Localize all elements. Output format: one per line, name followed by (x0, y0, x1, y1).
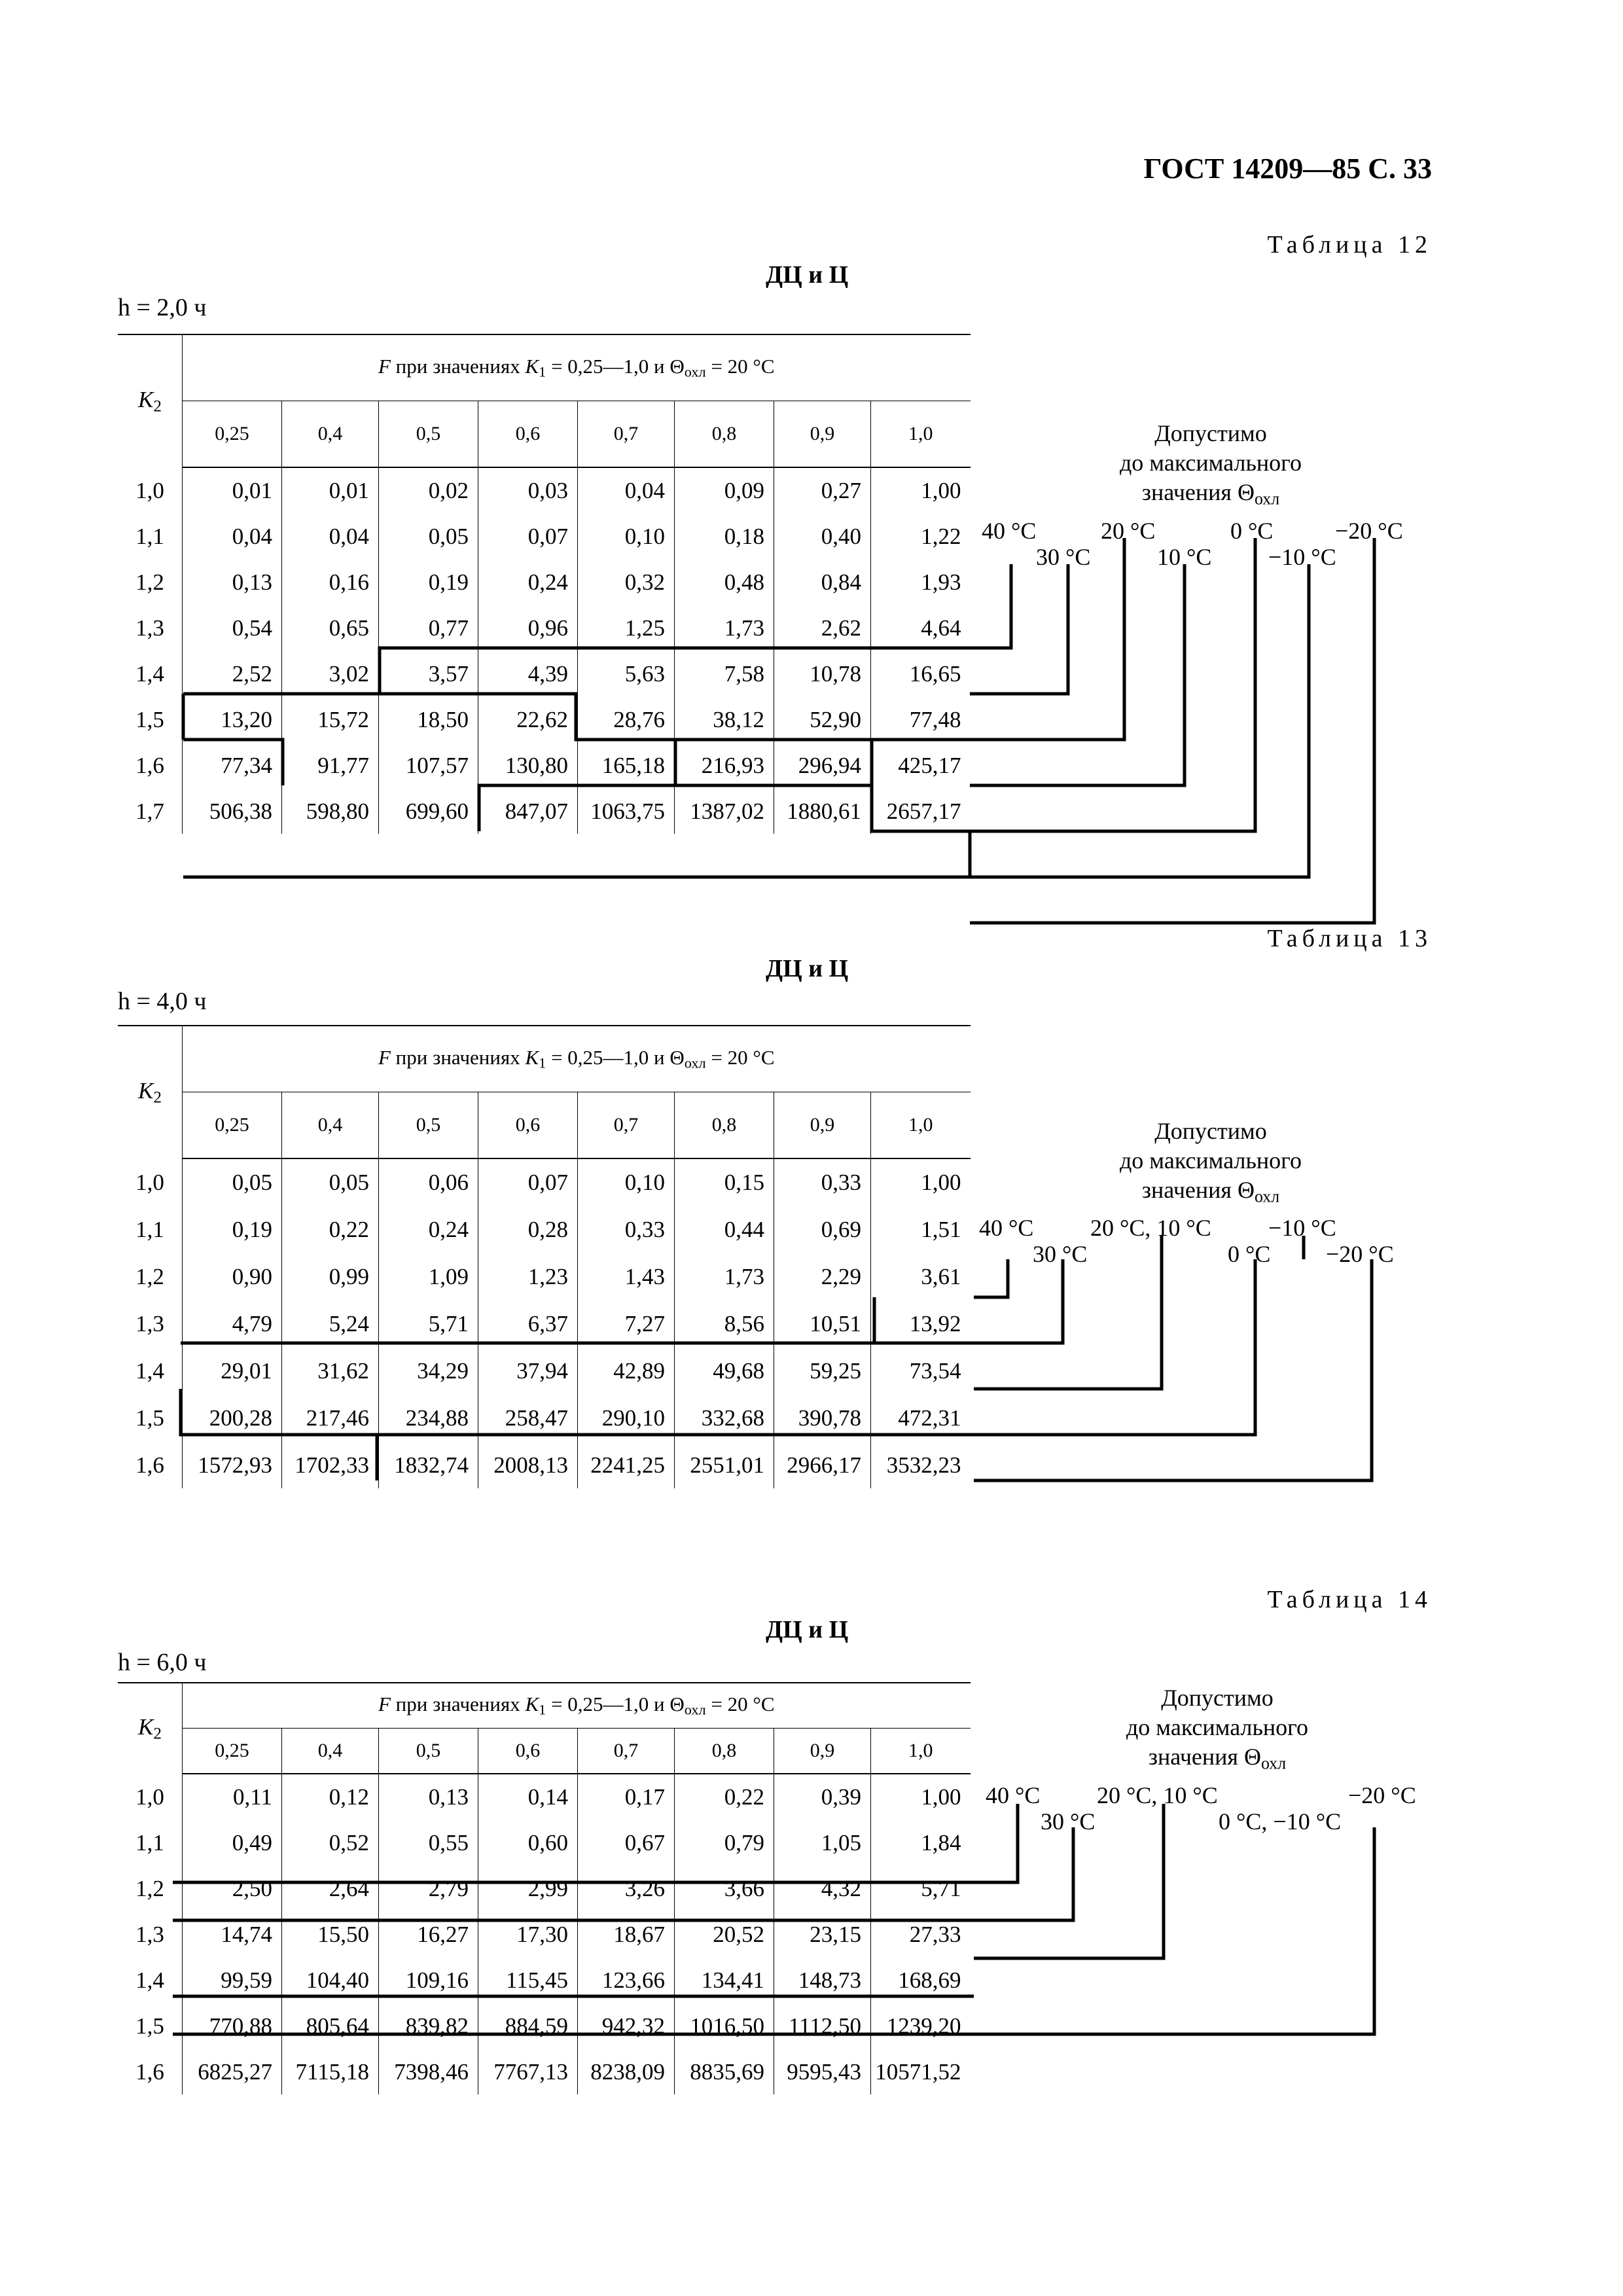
f-value: 115,45 (478, 1957, 578, 2003)
f-value: 0,24 (478, 559, 578, 605)
f-value: 0,05 (282, 1158, 379, 1206)
f-value: 0,44 (675, 1206, 774, 1253)
f-value: 7398,46 (379, 2049, 478, 2094)
column-header: 0,6 (478, 1092, 578, 1159)
table-14-label: Таблица 14 (1267, 1586, 1432, 1613)
f-value: 8835,69 (675, 2049, 774, 2094)
table-12-label: Таблица 12 (1267, 231, 1432, 259)
f-value: 123,66 (578, 1957, 675, 2003)
f-value: 0,11 (183, 1774, 282, 1820)
t13-temp-20-10: 20 °С, 10 °С (1090, 1215, 1211, 1241)
table-row (118, 513, 971, 559)
f-value: 2,50 (183, 1865, 282, 1911)
f-value: 14,74 (183, 1911, 282, 1957)
f-value: 1,43 (578, 1253, 675, 1300)
table-row (118, 1394, 971, 1441)
f-value: 0,07 (478, 1158, 578, 1206)
f-value: 27,33 (871, 1911, 971, 1957)
f-value: 52,90 (774, 696, 871, 742)
f-value: 1880,61 (774, 788, 871, 834)
t14-temp-30: 30 °С (1041, 1808, 1096, 1835)
f-value: 1702,33 (282, 1441, 379, 1488)
t13-temp-40: 40 °С (979, 1215, 1034, 1241)
f-value: 0,39 (774, 1774, 871, 1820)
f-value: 0,90 (183, 1253, 282, 1300)
f-value: 699,60 (379, 788, 478, 834)
column-header: 0,5 (379, 401, 478, 468)
f-value: 2,64 (282, 1865, 379, 1911)
f-value: 0,19 (379, 559, 478, 605)
f-value: 217,46 (282, 1394, 379, 1441)
f-value: 0,05 (379, 513, 478, 559)
f-value: 16,65 (871, 651, 971, 696)
table-row (118, 1158, 971, 1206)
f-value: 130,80 (478, 742, 578, 788)
column-header: 0,25 (183, 1729, 282, 1774)
column-header: 0,4 (282, 401, 379, 468)
table-12-side-note: Допустимо до максимального значения $\Theta_{охл}$ (1119, 420, 1302, 509)
f-value: 1063,75 (578, 788, 675, 834)
f-value: 34,29 (379, 1347, 478, 1394)
f-title: F при значениях $K_1$ = 0,25—1,0 и $\Theta_{охл} = 20$ °С (183, 334, 971, 401)
f-value: 2657,17 (871, 788, 971, 834)
f-value: 390,78 (774, 1394, 871, 1441)
f-value: 0,22 (675, 1774, 774, 1820)
f-value: 99,59 (183, 1957, 282, 2003)
f-value: 2,62 (774, 605, 871, 651)
f-value: 5,71 (379, 1300, 478, 1347)
f-value: 0,03 (478, 467, 578, 513)
f-value: 77,48 (871, 696, 971, 742)
f-value: 22,62 (478, 696, 578, 742)
f-value: 0,18 (675, 513, 774, 559)
f-value: 5,71 (871, 1865, 971, 1911)
f-value: 6825,27 (183, 2049, 282, 2094)
table-row (118, 1206, 971, 1253)
f-value: 1,00 (871, 1158, 971, 1206)
t12-line-30b (970, 564, 1068, 694)
f-value: 2966,17 (774, 1441, 871, 1488)
table-14 (118, 1682, 971, 2094)
f-value: 0,22 (282, 1206, 379, 1253)
table-row (118, 1957, 971, 2003)
f-value: 0,04 (282, 513, 379, 559)
f-value: 1,09 (379, 1253, 478, 1300)
f-value: 3,61 (871, 1253, 971, 1300)
f-value: 20,52 (675, 1911, 774, 1957)
f-value: 3,26 (578, 1865, 675, 1911)
table-row (118, 1300, 971, 1347)
k2-header: $K_2$ (118, 1683, 183, 1774)
t13-line-40 (974, 1259, 1008, 1297)
f-value: 1572,93 (183, 1441, 282, 1488)
f-value: 0,54 (183, 605, 282, 651)
f-value: 0,01 (282, 467, 379, 513)
f-value: 0,17 (578, 1774, 675, 1820)
f-value: 0,10 (578, 513, 675, 559)
f-value: 73,54 (871, 1347, 971, 1394)
table-row (118, 696, 971, 742)
f-value: 296,94 (774, 742, 871, 788)
f-value: 0,96 (478, 605, 578, 651)
t13-temp-m20: −20 °С (1326, 1241, 1394, 1267)
f-value: 0,12 (282, 1774, 379, 1820)
f-value: 216,93 (675, 742, 774, 788)
f-value: 0,84 (774, 559, 871, 605)
f-title: F при значениях $K_1$ = 0,25—1,0 и $\Theta_{охл} = 20$ °С (183, 1683, 971, 1729)
page-header: ГОСТ 14209—85 С. 33 (1143, 152, 1432, 185)
f-value: 9595,43 (774, 2049, 871, 2094)
f-value: 0,09 (675, 467, 774, 513)
column-header: 1,0 (871, 1729, 971, 1774)
t14-temp-20-10: 20 °С, 10 °С (1097, 1782, 1218, 1808)
f-value: 425,17 (871, 742, 971, 788)
f-value: 0,13 (379, 1774, 478, 1820)
f-value: 0,05 (183, 1158, 282, 1206)
f-value: 10,51 (774, 1300, 871, 1347)
f-value: 7115,18 (282, 2049, 379, 2094)
t14-temp-0-m10: 0 °С, −10 °С (1219, 1808, 1342, 1835)
k2-value: 1,5 (135, 1405, 164, 1431)
f-value: 3532,23 (871, 1441, 971, 1488)
f-value: 0,79 (675, 1820, 774, 1865)
f-value: 3,57 (379, 651, 478, 696)
f-value: 7,58 (675, 651, 774, 696)
f-value: 0,52 (282, 1820, 379, 1865)
f-value: 15,50 (282, 1911, 379, 1957)
column-header: 0,5 (379, 1092, 478, 1159)
t12-temp-40: 40 °С (982, 518, 1037, 544)
f-value: 17,30 (478, 1911, 578, 1957)
f-value: 0,15 (675, 1158, 774, 1206)
k2-value: 1,4 (135, 1357, 164, 1384)
k2-value: 1,1 (135, 1216, 164, 1242)
f-value: 0,48 (675, 559, 774, 605)
k2-value: 1,3 (135, 1921, 164, 1947)
k2-value: 1,3 (135, 615, 164, 641)
column-header: 0,9 (774, 1729, 871, 1774)
k2-header: $K_2$ (118, 334, 183, 467)
f-value: 942,32 (578, 2003, 675, 2049)
f-value: 1,93 (871, 559, 971, 605)
table-14-side-note: Допустимо до максимального значения $\Theta_{охл}$ (1126, 1685, 1308, 1773)
f-value: 0,04 (183, 513, 282, 559)
f-value: 1387,02 (675, 788, 774, 834)
t13-temp-m10: −10 °С (1268, 1215, 1336, 1241)
t12-temp-m20: −20 °С (1335, 518, 1403, 544)
f-value: 4,79 (183, 1300, 282, 1347)
table-14-h: h = 6,0 ч (118, 1649, 207, 1676)
f-value: 28,76 (578, 696, 675, 742)
f-value: 332,68 (675, 1394, 774, 1441)
f-value: 0,69 (774, 1206, 871, 1253)
f-value: 31,62 (282, 1347, 379, 1394)
column-header: 0,8 (675, 1729, 774, 1774)
f-value: 29,01 (183, 1347, 282, 1394)
column-header: 0,9 (774, 401, 871, 468)
f-value: 3,02 (282, 651, 379, 696)
table-12-h: h = 2,0 ч (118, 294, 207, 321)
t14-temp-m20: −20 °С (1348, 1782, 1416, 1808)
f-value: 290,10 (578, 1394, 675, 1441)
f-value: 165,18 (578, 742, 675, 788)
t12-line-40 (970, 564, 1011, 648)
column-header: 0,6 (478, 1729, 578, 1774)
f-value: 0,19 (183, 1206, 282, 1253)
f-value: 770,88 (183, 2003, 282, 2049)
f-value: 0,33 (578, 1206, 675, 1253)
f-value: 91,77 (282, 742, 379, 788)
column-header: 0,7 (578, 401, 675, 468)
t13-temp-0: 0 °С (1228, 1241, 1271, 1267)
f-value: 18,67 (578, 1911, 675, 1957)
k2-value: 1,3 (135, 1310, 164, 1336)
f-value: 2,99 (478, 1865, 578, 1911)
k2-value: 1,2 (135, 1263, 164, 1289)
f-value: 5,24 (282, 1300, 379, 1347)
k2-value: 1,6 (135, 2058, 164, 2085)
column-header: 1,0 (871, 1092, 971, 1159)
k2-value: 1,5 (135, 2013, 164, 2039)
f-value: 148,73 (774, 1957, 871, 2003)
f-value: 2,79 (379, 1865, 478, 1911)
f-value: 1,23 (478, 1253, 578, 1300)
f-value: 0,01 (183, 467, 282, 513)
table-row (118, 1865, 971, 1911)
f-value: 23,15 (774, 1911, 871, 1957)
k2-value: 1,2 (135, 1875, 164, 1901)
table-row (118, 1774, 971, 1820)
f-value: 0,07 (478, 513, 578, 559)
f-value: 2,29 (774, 1253, 871, 1300)
f-value: 1,51 (871, 1206, 971, 1253)
f-value: 5,63 (578, 651, 675, 696)
f-value: 0,99 (282, 1253, 379, 1300)
f-value: 2,52 (183, 651, 282, 696)
f-value: 10571,52 (871, 2049, 971, 2094)
column-header: 0,5 (379, 1729, 478, 1774)
column-header: 0,7 (578, 1092, 675, 1159)
f-value: 1,84 (871, 1820, 971, 1865)
f-value: 18,50 (379, 696, 478, 742)
f-value: 1,25 (578, 605, 675, 651)
f-value: 6,37 (478, 1300, 578, 1347)
f-value: 4,39 (478, 651, 578, 696)
f-value: 598,80 (282, 788, 379, 834)
f-value: 77,34 (183, 742, 282, 788)
t13-temp-30: 30 °С (1033, 1241, 1088, 1267)
k2-value: 1,1 (135, 1829, 164, 1856)
f-value: 104,40 (282, 1957, 379, 2003)
f-value: 884,59 (478, 2003, 578, 2049)
f-value: 107,57 (379, 742, 478, 788)
k2-value: 1,6 (135, 752, 164, 778)
f-value: 10,78 (774, 651, 871, 696)
table-row (118, 788, 971, 834)
table-13-kind: ДЦ и Ц (766, 955, 849, 982)
column-header: 0,8 (675, 401, 774, 468)
f-value: 1112,50 (774, 2003, 871, 2049)
f-value: 59,25 (774, 1347, 871, 1394)
f-value: 805,64 (282, 2003, 379, 2049)
t14-line-40 (974, 1804, 1018, 1882)
f-value: 15,72 (282, 696, 379, 742)
f-value: 2241,25 (578, 1441, 675, 1488)
column-header: 0,7 (578, 1729, 675, 1774)
column-header: 0,25 (183, 1092, 282, 1159)
table-row (118, 1253, 971, 1300)
f-value: 134,41 (675, 1957, 774, 2003)
f-value: 2008,13 (478, 1441, 578, 1488)
table-row (118, 1347, 971, 1394)
f-value: 0,67 (578, 1820, 675, 1865)
f-value: 200,28 (183, 1394, 282, 1441)
table-14-kind: ДЦ и Ц (766, 1616, 849, 1643)
column-header: 1,0 (871, 401, 971, 468)
f-value: 258,47 (478, 1394, 578, 1441)
f-value: 506,38 (183, 788, 282, 834)
t12-temp-30: 30 °С (1036, 544, 1091, 570)
table-row (118, 605, 971, 651)
f-value: 4,32 (774, 1865, 871, 1911)
k2-value: 1,0 (135, 1169, 164, 1195)
table-row (118, 2003, 971, 2049)
f-value: 0,40 (774, 513, 871, 559)
f-value: 0,04 (578, 467, 675, 513)
f-value: 3,66 (675, 1865, 774, 1911)
k2-value: 1,0 (135, 1784, 164, 1810)
f-value: 0,16 (282, 559, 379, 605)
f-value: 0,10 (578, 1158, 675, 1206)
column-header: 0,4 (282, 1092, 379, 1159)
t12-temp-0: 0 °С (1230, 518, 1274, 544)
table-row (118, 1911, 971, 1957)
k2-value: 1,2 (135, 569, 164, 595)
t12-temp-20: 20 °С (1101, 518, 1156, 544)
f-value: 0,14 (478, 1774, 578, 1820)
table-13-label: Таблица 13 (1267, 925, 1432, 952)
f-value: 0,13 (183, 559, 282, 605)
f-value: 38,12 (675, 696, 774, 742)
f-value: 472,31 (871, 1394, 971, 1441)
column-header: 0,6 (478, 401, 578, 468)
table-row (118, 1820, 971, 1865)
t12-temp-10: 10 °С (1157, 544, 1212, 570)
f-value: 0,28 (478, 1206, 578, 1253)
table-13 (118, 1025, 971, 1488)
table-row (118, 559, 971, 605)
k2-value: 1,6 (135, 1452, 164, 1478)
table-13-side-note: Допустимо до максимального значения $\Theta_{охл}$ (1119, 1118, 1302, 1206)
f-value: 1,00 (871, 467, 971, 513)
f-value: 8238,09 (578, 2049, 675, 2094)
f-value: 13,20 (183, 696, 282, 742)
t14-temp-40: 40 °С (986, 1782, 1041, 1808)
f-value: 0,27 (774, 467, 871, 513)
t12-temp-m10: −10 °С (1268, 544, 1336, 570)
table-12 (118, 334, 971, 834)
f-value: 1,05 (774, 1820, 871, 1865)
table-row (118, 467, 971, 513)
f-value: 168,69 (871, 1957, 971, 2003)
f-value: 0,55 (379, 1820, 478, 1865)
f-value: 8,56 (675, 1300, 774, 1347)
k2-header: $K_2$ (118, 1026, 183, 1158)
column-header: 0,25 (183, 401, 282, 468)
f-value: 0,77 (379, 605, 478, 651)
f-value: 1239,20 (871, 2003, 971, 2049)
f-value: 16,27 (379, 1911, 478, 1957)
f-value: 847,07 (478, 788, 578, 834)
f-value: 109,16 (379, 1957, 478, 2003)
f-value: 0,49 (183, 1820, 282, 1865)
f-value: 1,73 (675, 605, 774, 651)
table-13-h: h = 4,0 ч (118, 988, 207, 1015)
k2-value: 1,5 (135, 706, 164, 732)
f-value: 839,82 (379, 2003, 478, 2049)
table-row (118, 651, 971, 696)
table-row (118, 742, 971, 788)
f-value: 7,27 (578, 1300, 675, 1347)
f-value: 0,02 (379, 467, 478, 513)
f-value: 0,60 (478, 1820, 578, 1865)
f-value: 13,92 (871, 1300, 971, 1347)
k2-value: 1,4 (135, 660, 164, 687)
f-value: 4,64 (871, 605, 971, 651)
k2-value: 1,1 (135, 523, 164, 549)
f-value: 37,94 (478, 1347, 578, 1394)
f-value: 1016,50 (675, 2003, 774, 2049)
f-value: 2551,01 (675, 1441, 774, 1488)
f-value: 1832,74 (379, 1441, 478, 1488)
f-title: F при значениях $K_1$ = 0,25—1,0 и $\Theta_{охл} = 20$ °С (183, 1026, 971, 1092)
f-value: 49,68 (675, 1347, 774, 1394)
f-value: 1,73 (675, 1253, 774, 1300)
table-12-kind: ДЦ и Ц (766, 261, 849, 289)
k2-value: 1,0 (135, 477, 164, 503)
table-row (118, 2049, 971, 2094)
column-header: 0,8 (675, 1092, 774, 1159)
f-value: 0,24 (379, 1206, 478, 1253)
f-value: 0,33 (774, 1158, 871, 1206)
f-value: 0,32 (578, 559, 675, 605)
column-header: 0,4 (282, 1729, 379, 1774)
f-value: 1,00 (871, 1774, 971, 1820)
f-value: 0,65 (282, 605, 379, 651)
f-value: 7767,13 (478, 2049, 578, 2094)
f-value: 1,22 (871, 513, 971, 559)
f-value: 42,89 (578, 1347, 675, 1394)
f-value: 0,06 (379, 1158, 478, 1206)
column-header: 0,9 (774, 1092, 871, 1159)
f-value: 234,88 (379, 1394, 478, 1441)
k2-value: 1,4 (135, 1967, 164, 1993)
table-row (118, 1441, 971, 1488)
k2-value: 1,7 (135, 798, 164, 824)
